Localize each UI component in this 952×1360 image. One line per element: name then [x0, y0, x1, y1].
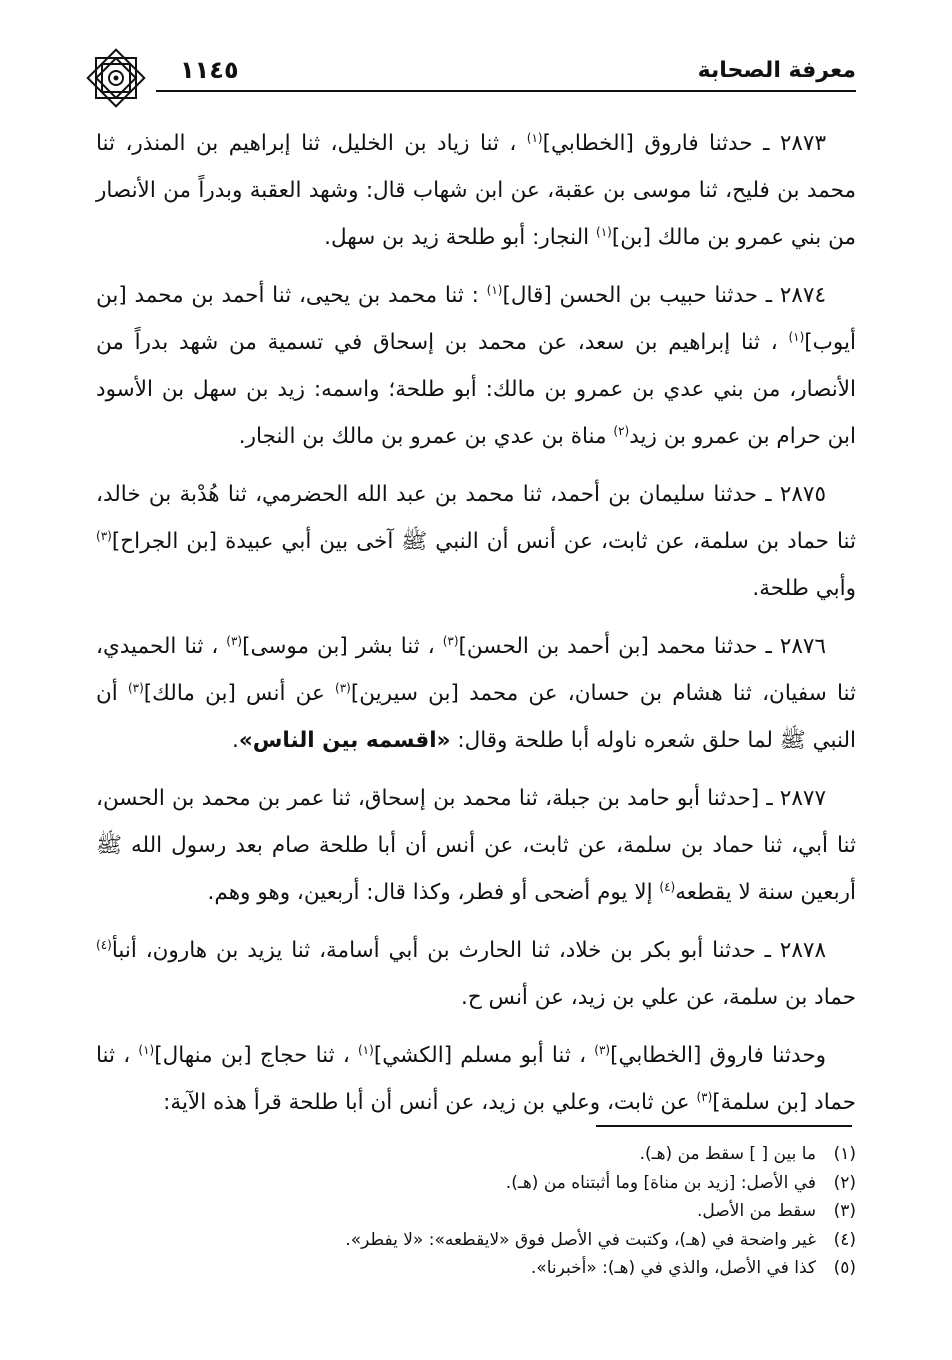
star-ornament-icon	[82, 44, 150, 112]
page-header	[88, 52, 856, 94]
footnote-ref: (٣)	[96, 528, 112, 543]
running-title: معرفة الصحابة	[697, 58, 856, 83]
footnote-ref: (٣)	[335, 680, 351, 695]
hadith-2878-chain: وحدثنا فاروق [الخطابي]$^{(٣)}$ ، ثنا أبو مسلم [الكشي]$^{(١)}$ ، ثنا حجاج [بن منهال]$^{(١)}$ ، ثنا حماد [بن سلمة]$^{(٣)}$ عن ثابت، وعلي بن زيد، عن أنس أن أبا طلحة قرأ هذه الآية:	[96, 1042, 856, 1115]
footnote-rule	[596, 1125, 852, 1127]
footnote-5: (٥) كذا في الأصل، والذي في (هـ): «أخبرنا».	[530, 1258, 856, 1278]
footnote-3: (٣) سقط من الأصل.	[697, 1201, 856, 1221]
header-rule	[156, 90, 856, 92]
footnote-ref: (١)	[486, 282, 503, 297]
footnote-ref: (١)	[526, 130, 543, 145]
footnote-ref: (١)	[138, 1042, 155, 1057]
footnote-2: (٢) في الأصل: [زيد بن مناة] وما أثبتناه من (هـ).	[505, 1172, 856, 1193]
hadith-2878: ٢٨٧٨ ـ حدثنا أبو بكر بن خلاد، ثنا الحارث بن أبي أسامة، ثنا يزيد بن هارون، أنبأ$^{(٤)}$ حماد بن سلمة، عن علي بن زيد، عن أنس ح.	[96, 937, 856, 1010]
hadith-2873: ٢٨٧٣ ـ حدثنا فاروق [الخطابي]$^{(١)}$ ، ثنا زياد بن الخليل، ثنا إبراهيم بن المنذر، ثنا محمد بن فليح، ثنا موسى بن عقبة، عن ابن شهاب قال: وشهد العقبة وبدراً من الأنصار من بني عمرو بن مالك [بن]$^{(١)}$ النجار: أبو طلحة زيد بن سهل.	[96, 130, 856, 250]
hadith-2875: ٢٨٧٥ ـ حدثنا سليمان بن أحمد، ثنا محمد بن عبد الله الحضرمي، ثنا هُدْبة بن خالد، ثنا حماد بن سلمة، عن ثابت، عن أنس أن النبي ﷺ آخى بين أبي عبيدة [بن الجراح]$^{(٣)}$ وأبي طلحة.	[96, 482, 856, 601]
footnote-4: (٤) غير واضحة في (هـ)، وكتبت في الأصل فوق «لايقطعه»: «لا يفطر».	[345, 1229, 856, 1250]
footnotes	[96, 1140, 856, 1283]
hadith-2877: ٢٨٧٧ ـ [حدثنا أبو حامد بن جبلة، ثنا محمد بن إسحاق، ثنا عمر بن محمد بن الحسن، ثنا أبي، ثنا حماد بن سلمة، عن ثابت، عن أنس أن أبا طلحة صام بعد رسول الله ﷺ أربعين سنة لا يقطعه$^{(٤)}$ إلا يوم أضحى أو فطر، وكذا قال: أربعين، وهو وهم.	[96, 786, 856, 905]
footnote-ref: (٣)	[594, 1042, 611, 1057]
page-number: ١١٤٥	[180, 56, 239, 84]
footnote-ref: (٤)	[96, 937, 112, 952]
hadith-2874: ٢٨٧٤ ـ حدثنا حبيب بن الحسن [قال]$^{(١)}$ : ثنا محمد بن يحيى، ثنا أحمد بن محمد [بن أيوب]$^{(١)}$ ، ثنا إبراهيم بن سعد، عن محمد بن إسحاق في تسمية من شهد بدراً من الأنصار، من بني عدي بن عمرو بن مالك: أبو طلحة؛ واسمه: زيد بن سهل بن الأسود ابن حرام بن عمرو بن زيد$^{(٢)}$ مناة بن عدي بن عمرو بن مالك بن النجار.	[96, 282, 856, 449]
footnote-ref: (١)	[596, 224, 612, 239]
footnote-ref: (١)	[788, 329, 805, 344]
main-text	[96, 120, 856, 1137]
footnote-1: (١) ما بين [ ] سقط من (هـ).	[639, 1144, 856, 1164]
prophet-quote: «اقسمه بين الناس»	[238, 728, 451, 753]
hadith-2876: ٢٨٧٦ ـ حدثنا محمد [بن أحمد بن الحسن]$^{(٣)}$ ، ثنا بشر [بن موسى]$^{(٣)}$ ، ثنا الحميدي، ثنا سفيان، ثنا هشام بن حسان، عن محمد [بن سيرين]$^{(٣)}$ عن أنس [بن مالك]$^{(٣)}$ أن النبي ﷺ لما حلق شعره ناوله أبا طلحة وقال: «اقسمه بين الناس».	[96, 633, 856, 753]
footnote-ref: (٢)	[613, 423, 630, 438]
footnote-ref: (٣)	[226, 633, 243, 648]
footnote-ref: (٤)	[659, 879, 676, 894]
footnote-ref: (٣)	[127, 680, 144, 695]
footnote-ref: (٣)	[442, 633, 459, 648]
footnote-ref: (١)	[357, 1042, 374, 1057]
footnote-ref: (٣)	[696, 1089, 713, 1104]
